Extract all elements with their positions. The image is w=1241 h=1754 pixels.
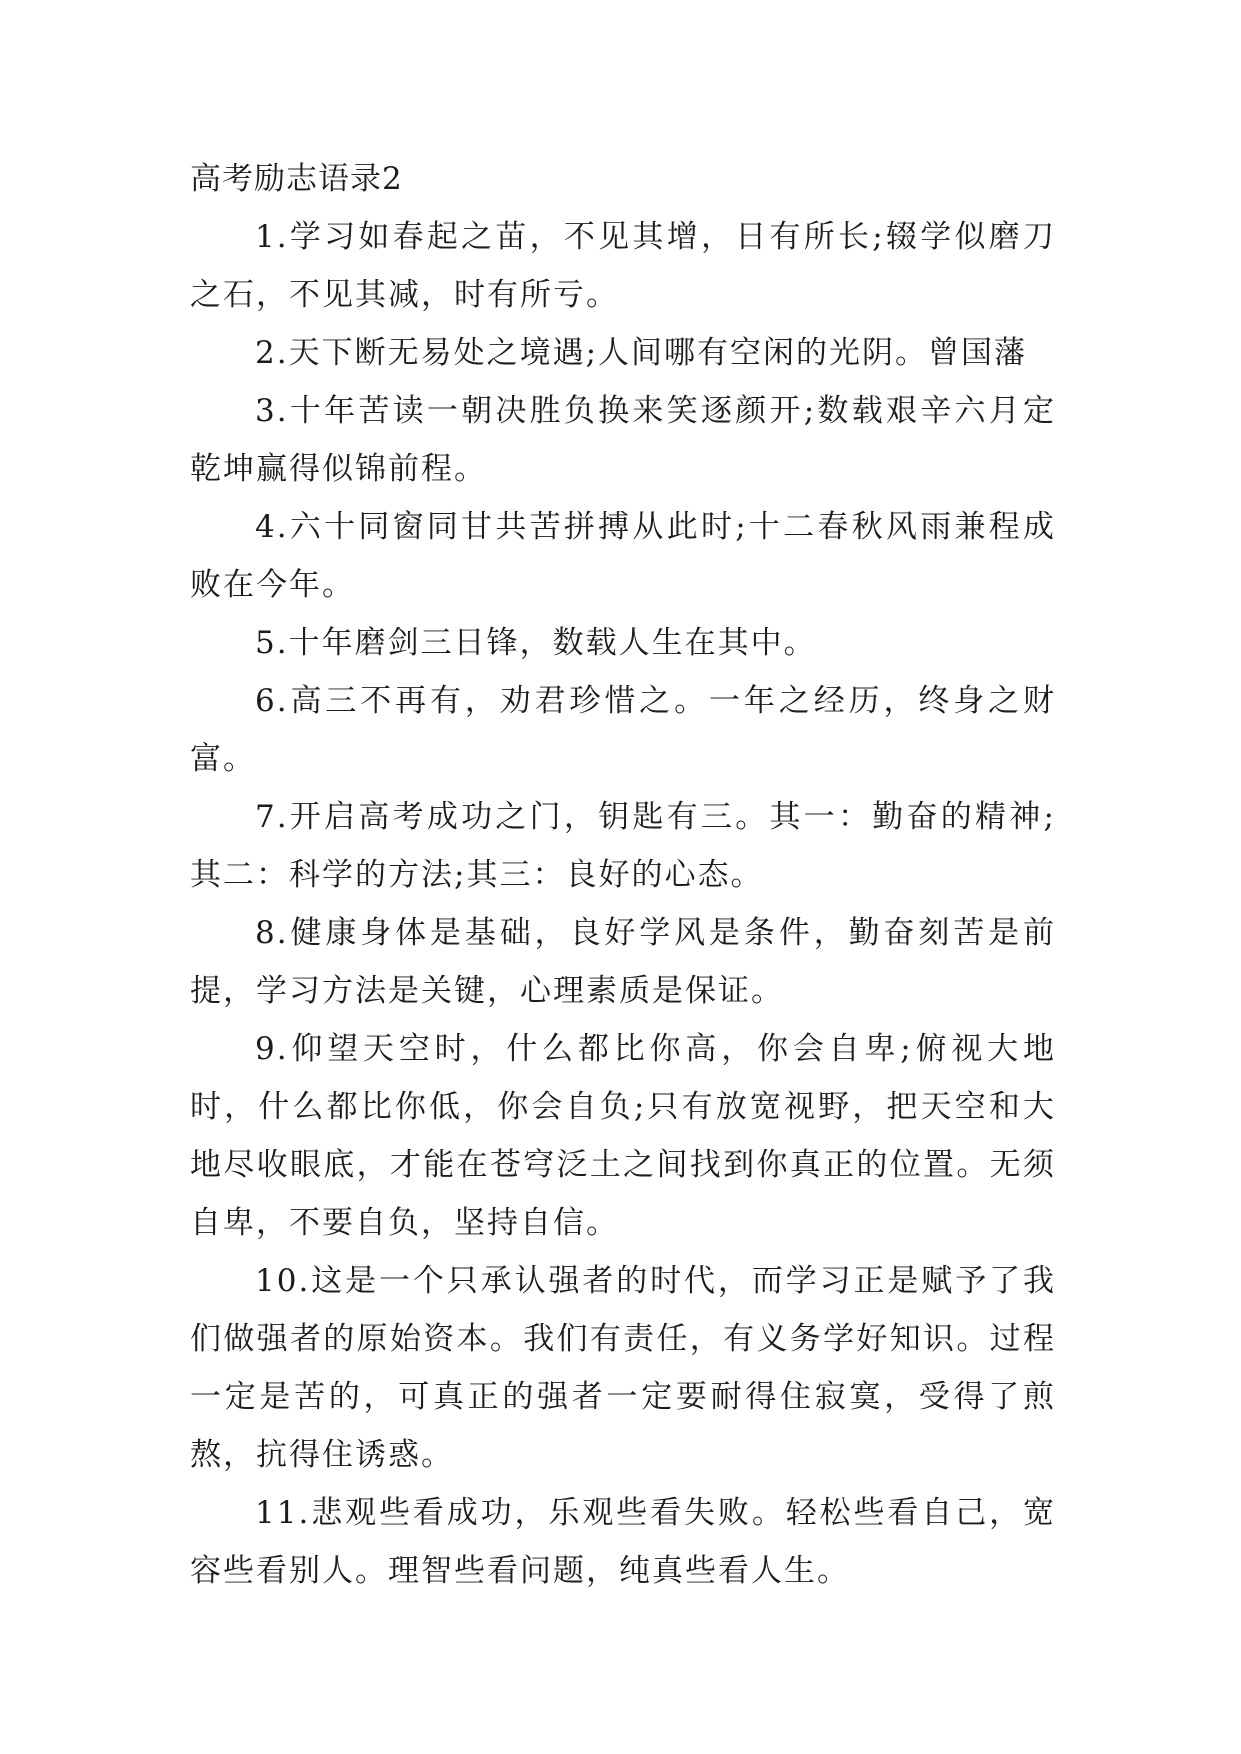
quote-item-1: 1.学习如春起之苗，不见其增，日有所长;辍学似磨刀之石，不见其减，时有所亏。 bbox=[190, 219, 1056, 313]
document-title: 高考励志语录2 bbox=[190, 161, 403, 197]
quote-item-9: 9.仰望天空时，什么都比你高，你会自卑;俯视大地时，什么都比你低，你会自负;只有放宽视野，把天空和大地尽收眼底，才能在苍穹泛土之间找到你真正的位置。无须自卑，不要自负，坚持自信。 bbox=[190, 1031, 1056, 1241]
quote-item-3: 3.十年苦读一朝决胜负换来笑逐颜开;数载艰辛六月定乾坤赢得似锦前程。 bbox=[190, 393, 1056, 487]
quote-item-4: 4.六十同窗同甘共苦拼搏从此时;十二春秋风雨兼程成败在今年。 bbox=[190, 509, 1056, 603]
quote-item-11: 11.悲观些看成功，乐观些看失败。轻松些看自己，宽容些看别人。理智些看问题，纯真些看人生。 bbox=[190, 1495, 1056, 1589]
quote-item-7: 7.开启高考成功之门，钥匙有三。其一：勤奋的精神;其二：科学的方法;其三：良好的心态。 bbox=[190, 799, 1056, 893]
quote-item-8: 8.健康身体是基础，良好学风是条件，勤奋刻苦是前提，学习方法是关键，心理素质是保证。 bbox=[190, 915, 1056, 1009]
document-page bbox=[190, 150, 1056, 1600]
quote-item-2: 2.天下断无易处之境遇;人间哪有空闲的光阴。曾国藩 bbox=[255, 335, 1028, 371]
quote-item-5: 5.十年磨剑三日锋，数载人生在其中。 bbox=[255, 625, 817, 661]
quote-item-10: 10.这是一个只承认强者的时代，而学习正是赋予了我们做强者的原始资本。我们有责任，有义务学好知识。过程一定是苦的，可真正的强者一定要耐得住寂寞，受得了煎熬，抗得住诱惑。 bbox=[190, 1263, 1056, 1473]
quote-item-6: 6.高三不再有，劝君珍惜之。一年之经历，终身之财富。 bbox=[190, 683, 1056, 777]
